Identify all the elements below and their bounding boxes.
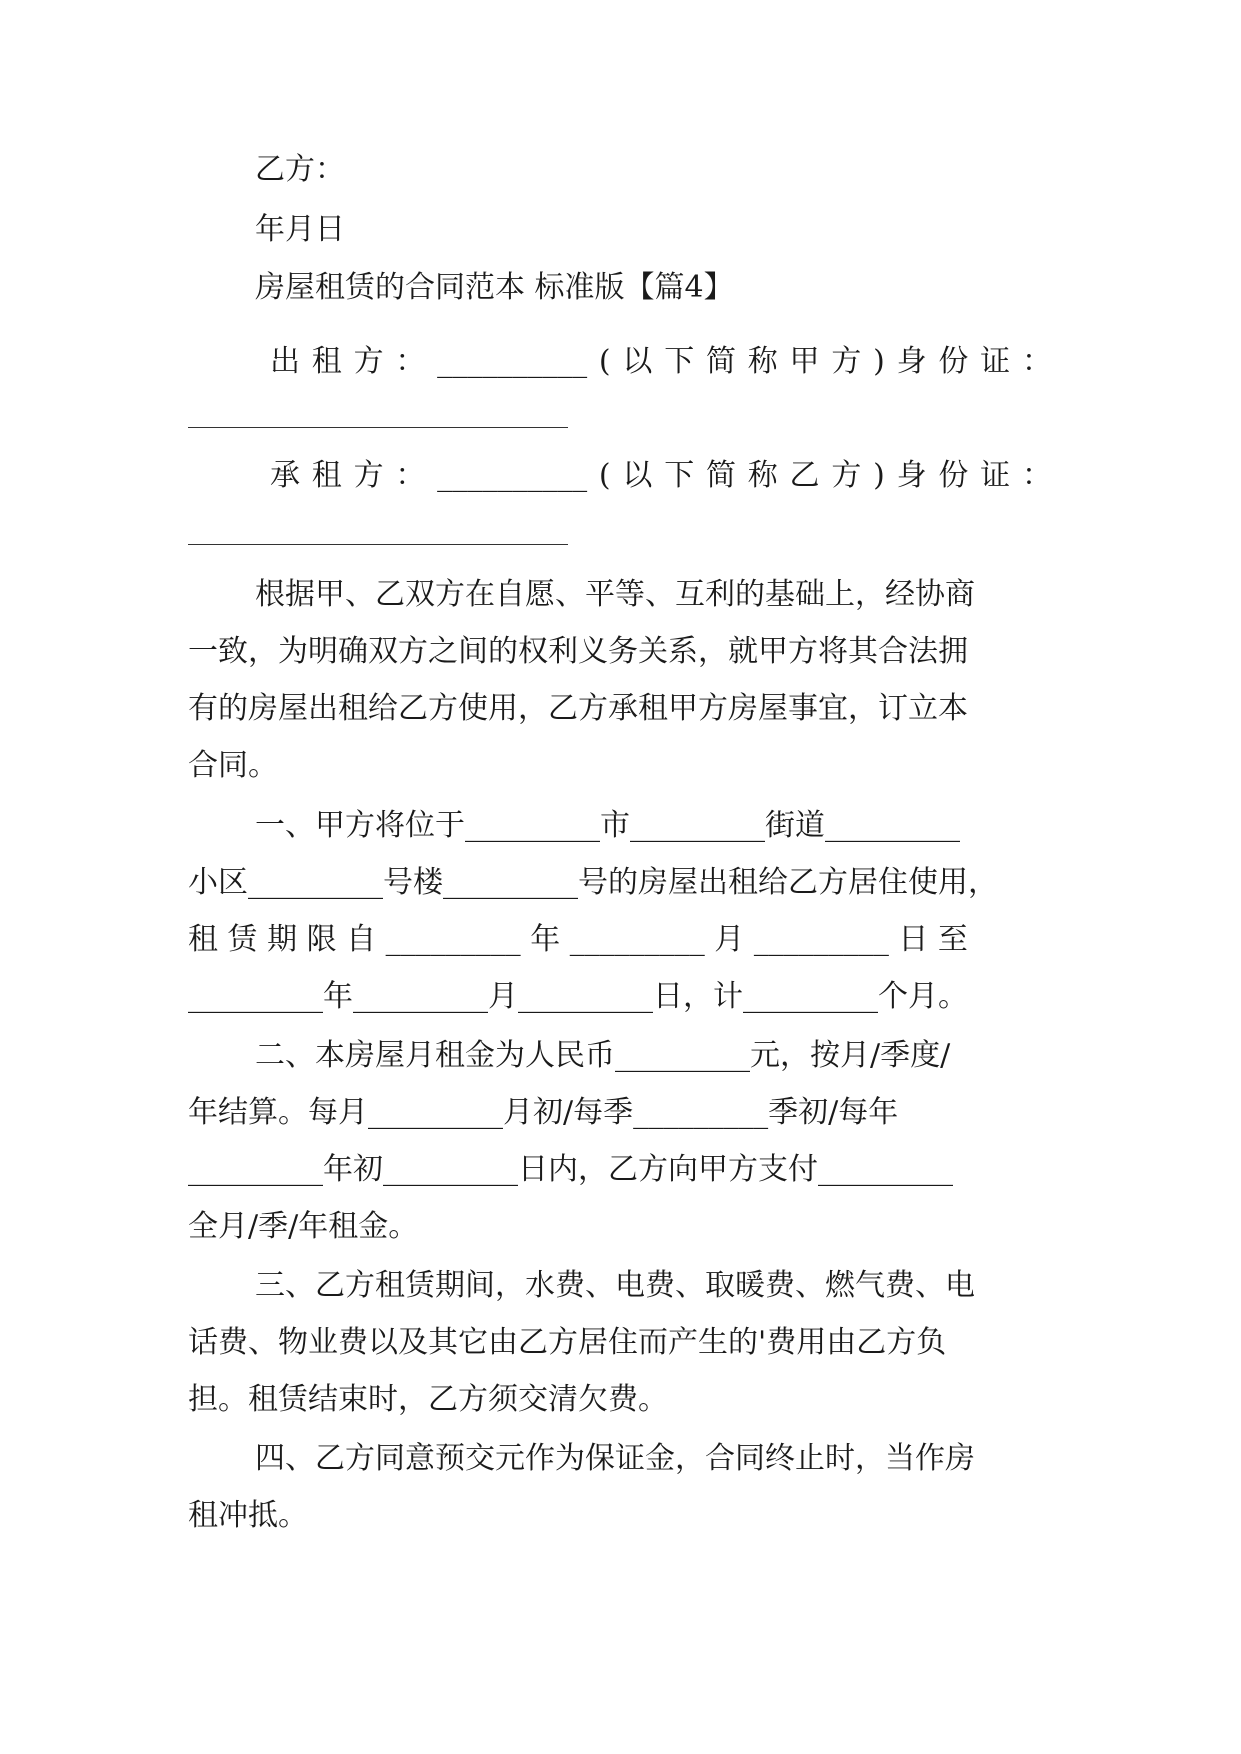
lessor-char: 称: [747, 344, 778, 379]
lessor-char: 甲: [789, 344, 820, 379]
preamble-line: 合同。: [188, 748, 278, 783]
lessee-char: 身: [896, 458, 927, 493]
preamble-line: 根据甲、乙双方在自愿、平等、互利的基础上，经协商: [255, 577, 975, 612]
lessee-char: 简: [705, 458, 736, 493]
clause1-line: 小区_________号楼_________号的房屋出租给乙方居住使用，: [188, 865, 998, 900]
lessor-id-blank-line: [188, 427, 568, 428]
lessor-line: [270, 342, 1052, 382]
lessor-char: ：: [1021, 344, 1052, 379]
lessor-char: 下: [664, 344, 695, 379]
clause1-line: 租 赁 期 限 自 _________ 年 _________ 月 _________ 日 至: [188, 922, 968, 957]
lessee-char: 乙: [789, 458, 820, 493]
lessor-char: 身: [896, 344, 927, 379]
clause1-line: _________年_________月_________日，计_________个月。: [188, 979, 968, 1014]
lessee-char: 以: [622, 458, 653, 493]
section-title: 房屋租赁的合同范本 标准版【篇4】: [255, 270, 734, 305]
lessee-char: 证: [980, 458, 1011, 493]
lessor-char: (: [598, 344, 611, 379]
lessee-char: 方: [831, 458, 862, 493]
lessor-char: 份: [938, 344, 969, 379]
preamble-line: 有的房屋出租给乙方使用，乙方承租甲方房屋事宜，订立本: [188, 691, 968, 726]
lessor-char: 出: [270, 344, 300, 379]
lessor-char: 方: [831, 344, 862, 379]
clause2-line: 全月/季/年租金。: [188, 1209, 419, 1244]
lessor-char: 方: [353, 344, 384, 379]
clause3-line: 话费、物业费以及其它由乙方居住而产生的'费用由乙方负: [188, 1325, 947, 1360]
lessor-char: 租: [311, 344, 342, 379]
lessor-char: 简: [705, 344, 736, 379]
date-label: 年月日: [255, 212, 345, 247]
lessee-char: 承: [270, 458, 300, 493]
lessor-blank: __________: [437, 344, 588, 379]
preamble-line: 一致，为明确双方之间的权利义务关系，就甲方将其合法拥: [188, 634, 968, 669]
clause3-line: 担。租赁结束时，乙方须交清欠费。: [188, 1382, 668, 1417]
lessee-char: 下: [664, 458, 695, 493]
lessee-char: ：: [395, 458, 426, 493]
clause2-line: 年结算。每月_________月初/每季_________季初/每年: [188, 1095, 899, 1130]
clause4-line: 四、乙方同意预交元作为保证金，合同终止时，当作房: [255, 1441, 975, 1476]
clause2-line: _________年初_________日内，乙方向甲方支付_________: [188, 1152, 953, 1187]
lessee-char: ): [873, 458, 885, 493]
lessee-id-blank-line: [188, 544, 568, 545]
lessor-char: 以: [622, 344, 653, 379]
lessee-char: ：: [1021, 458, 1052, 493]
lessor-char: ：: [395, 344, 426, 379]
lessee-char: 称: [747, 458, 778, 493]
lessee-line: [270, 456, 1052, 496]
clause2-line: 二、本房屋月租金为人民币_________元，按月/季度/: [255, 1038, 951, 1073]
party-b-label: 乙方：: [255, 152, 345, 187]
lessee-char: 方: [353, 458, 384, 493]
clause1-line: 一、甲方将位于_________市_________街道_________: [255, 808, 960, 843]
lessee-char: (: [598, 458, 611, 493]
lessor-char: ): [873, 344, 885, 379]
lessee-blank: __________: [437, 458, 588, 493]
lessee-char: 租: [311, 458, 342, 493]
lessee-char: 份: [938, 458, 969, 493]
lessor-char: 证: [980, 344, 1011, 379]
clause3-line: 三、乙方租赁期间，水费、电费、取暖费、燃气费、电: [255, 1268, 975, 1303]
clause4-line: 租冲抵。: [188, 1498, 308, 1533]
